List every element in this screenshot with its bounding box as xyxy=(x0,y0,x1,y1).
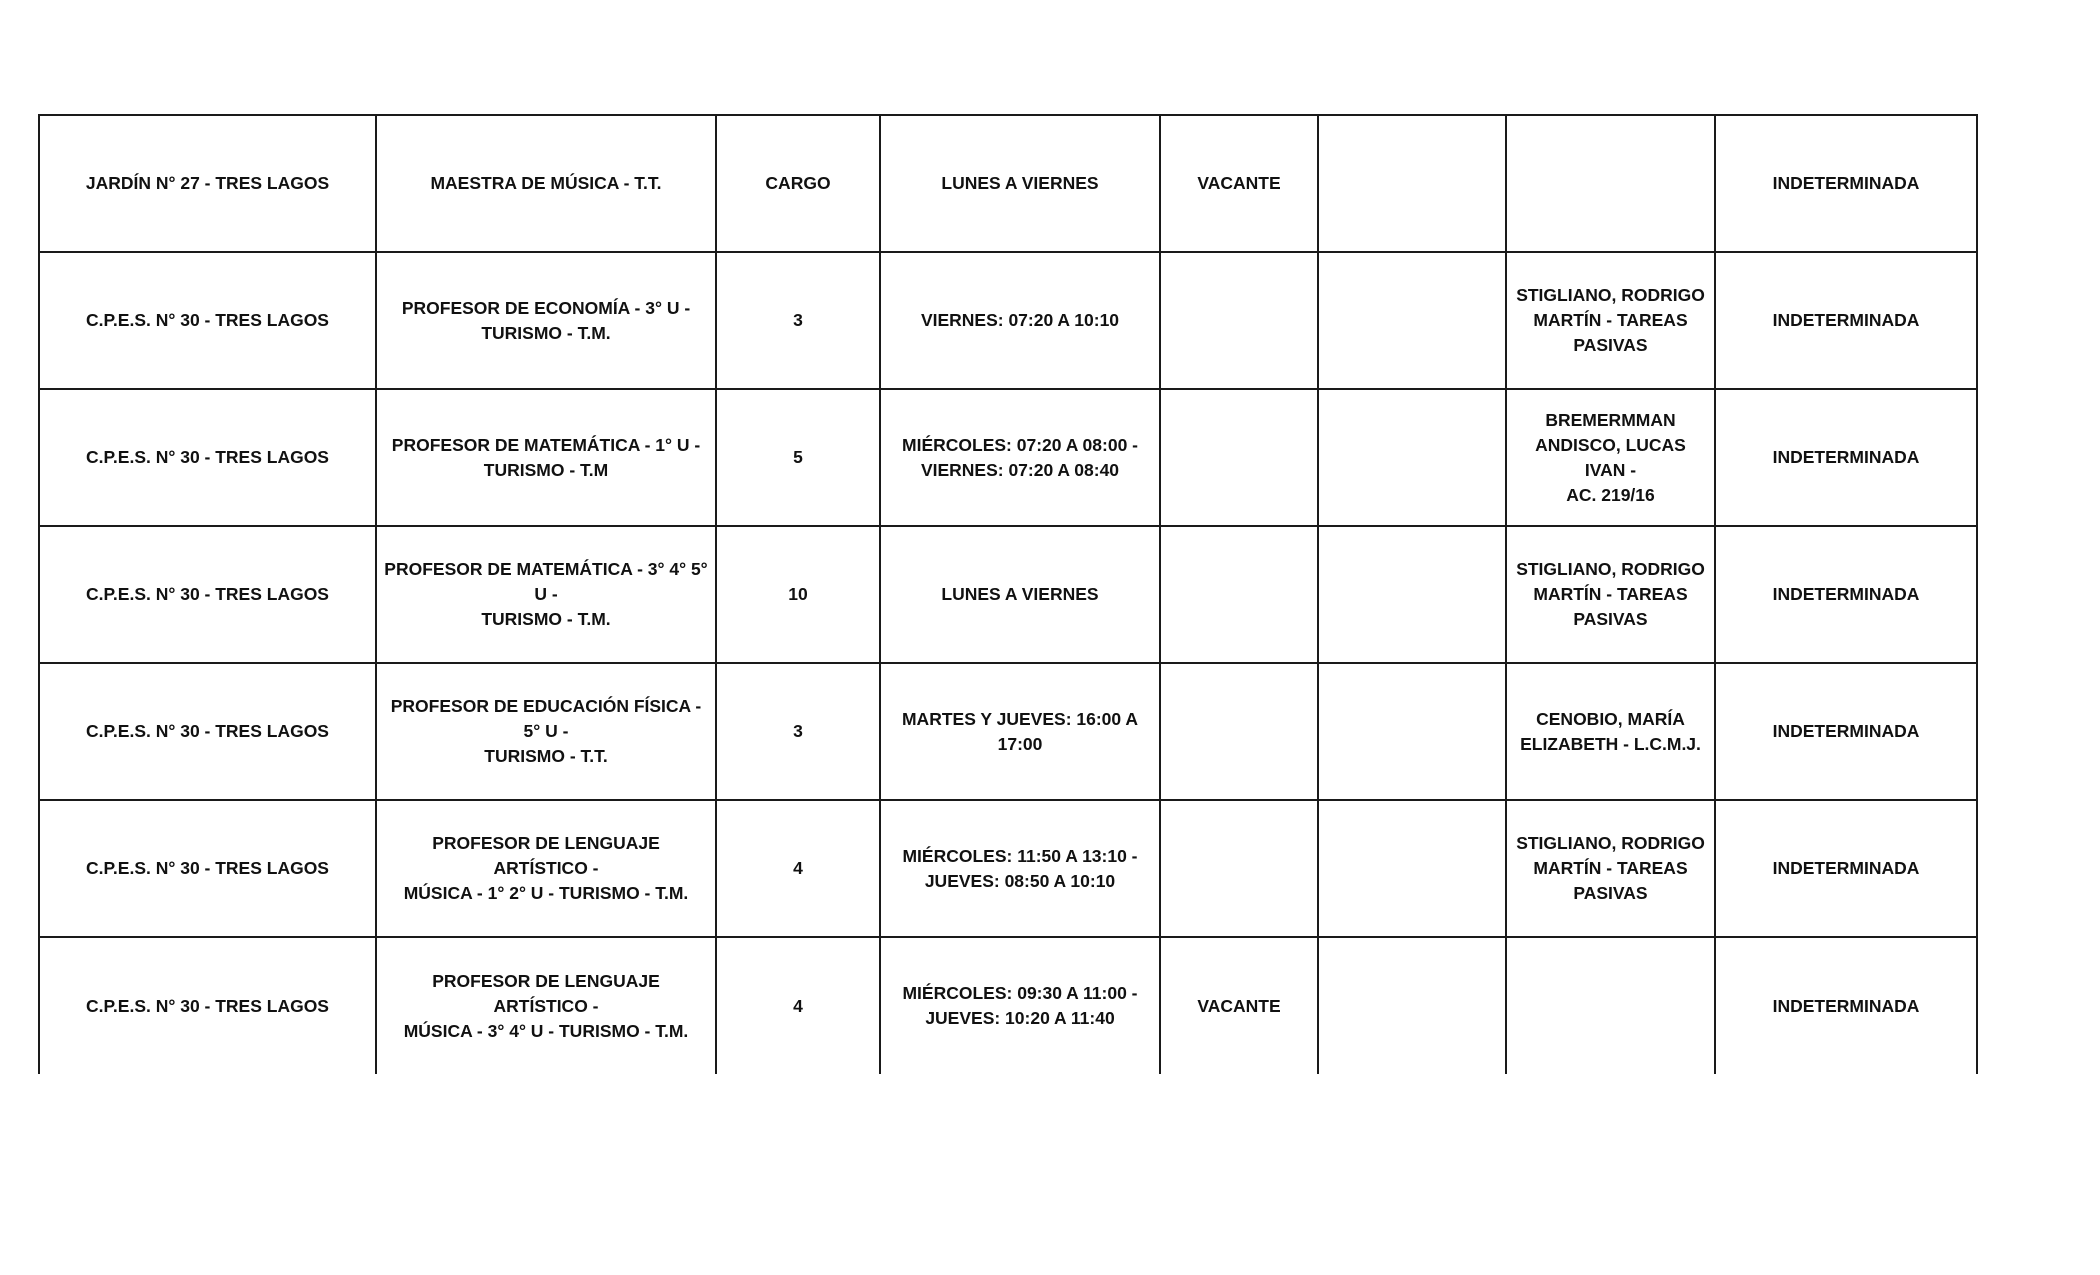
holder-cell: CENOBIO, MARÍA ELIZABETH - L.C.M.J. xyxy=(1506,663,1715,800)
holder-cell xyxy=(1506,115,1715,252)
term-cell: INDETERMINADA xyxy=(1715,526,1977,663)
position-cell: PROFESOR DE ECONOMÍA - 3° U - TURISMO - T.M. xyxy=(376,252,716,389)
status-cell: VACANTE xyxy=(1160,115,1318,252)
schedule-cell: MIÉRCOLES: 07:20 A 08:00 - VIERNES: 07:20 A 08:40 xyxy=(880,389,1160,526)
position-cell: PROFESOR DE LENGUAJE ARTÍSTICO - MÚSICA - 1° 2° U - TURISMO - T.M. xyxy=(376,800,716,937)
position-cell: PROFESOR DE MATEMÁTICA - 1° U - TURISMO - T.M xyxy=(376,389,716,526)
hours-cell: 5 xyxy=(716,389,880,526)
term-cell: INDETERMINADA xyxy=(1715,937,1977,1074)
table-row xyxy=(39,800,1977,937)
schedule-cell: MIÉRCOLES: 11:50 A 13:10 - JUEVES: 08:50 A 10:10 xyxy=(880,800,1160,937)
term-cell: INDETERMINADA xyxy=(1715,663,1977,800)
status-cell xyxy=(1160,800,1318,937)
hours-cell: 3 xyxy=(716,663,880,800)
school-cell: C.P.E.S. N° 30 - TRES LAGOS xyxy=(39,663,376,800)
school-cell: C.P.E.S. N° 30 - TRES LAGOS xyxy=(39,526,376,663)
table-row xyxy=(39,663,1977,800)
status-cell xyxy=(1160,252,1318,389)
position-cell: PROFESOR DE MATEMÁTICA - 3° 4° 5° U - TURISMO - T.M. xyxy=(376,526,716,663)
term-cell: INDETERMINADA xyxy=(1715,115,1977,252)
school-cell: C.P.E.S. N° 30 - TRES LAGOS xyxy=(39,252,376,389)
holder-cell: STIGLIANO, RODRIGO MARTÍN - TAREAS PASIVAS xyxy=(1506,252,1715,389)
hours-cell: 10 xyxy=(716,526,880,663)
hours-cell: 4 xyxy=(716,800,880,937)
table-row xyxy=(39,937,1977,1074)
table-row xyxy=(39,526,1977,663)
vacancy-table-body xyxy=(39,115,1977,1074)
position-cell: PROFESOR DE LENGUAJE ARTÍSTICO - MÚSICA - 3° 4° U - TURISMO - T.M. xyxy=(376,937,716,1074)
vacancy-table xyxy=(38,114,1978,1074)
school-cell: C.P.E.S. N° 30 - TRES LAGOS xyxy=(39,800,376,937)
hours-cell: 3 xyxy=(716,252,880,389)
schedule-cell: MARTES Y JUEVES: 16:00 A 17:00 xyxy=(880,663,1160,800)
extra-cell xyxy=(1318,937,1506,1074)
extra-cell xyxy=(1318,389,1506,526)
school-cell: JARDÍN N° 27 - TRES LAGOS xyxy=(39,115,376,252)
hours-cell: 4 xyxy=(716,937,880,1074)
hours-cell: CARGO xyxy=(716,115,880,252)
term-cell: INDETERMINADA xyxy=(1715,252,1977,389)
extra-cell xyxy=(1318,252,1506,389)
schedule-cell: MIÉRCOLES: 09:30 A 11:00 - JUEVES: 10:20 A 11:40 xyxy=(880,937,1160,1074)
extra-cell xyxy=(1318,526,1506,663)
schedule-cell: VIERNES: 07:20 A 10:10 xyxy=(880,252,1160,389)
table-row xyxy=(39,389,1977,526)
school-cell: C.P.E.S. N° 30 - TRES LAGOS xyxy=(39,937,376,1074)
status-cell xyxy=(1160,663,1318,800)
extra-cell xyxy=(1318,800,1506,937)
schedule-cell: LUNES A VIERNES xyxy=(880,526,1160,663)
holder-cell: BREMERMMAN ANDISCO, LUCAS IVAN - AC. 219/16 xyxy=(1506,389,1715,526)
status-cell xyxy=(1160,389,1318,526)
term-cell: INDETERMINADA xyxy=(1715,800,1977,937)
school-cell: C.P.E.S. N° 30 - TRES LAGOS xyxy=(39,389,376,526)
status-cell: VACANTE xyxy=(1160,937,1318,1074)
extra-cell xyxy=(1318,115,1506,252)
term-cell: INDETERMINADA xyxy=(1715,389,1977,526)
holder-cell xyxy=(1506,937,1715,1074)
holder-cell: STIGLIANO, RODRIGO MARTÍN - TAREAS PASIVAS xyxy=(1506,800,1715,937)
schedule-cell: LUNES A VIERNES xyxy=(880,115,1160,252)
holder-cell: STIGLIANO, RODRIGO MARTÍN - TAREAS PASIVAS xyxy=(1506,526,1715,663)
table-row xyxy=(39,115,1977,252)
status-cell xyxy=(1160,526,1318,663)
table-row xyxy=(39,252,1977,389)
extra-cell xyxy=(1318,663,1506,800)
position-cell: MAESTRA DE MÚSICA - T.T. xyxy=(376,115,716,252)
position-cell: PROFESOR DE EDUCACIÓN FÍSICA - 5° U - TURISMO - T.T. xyxy=(376,663,716,800)
